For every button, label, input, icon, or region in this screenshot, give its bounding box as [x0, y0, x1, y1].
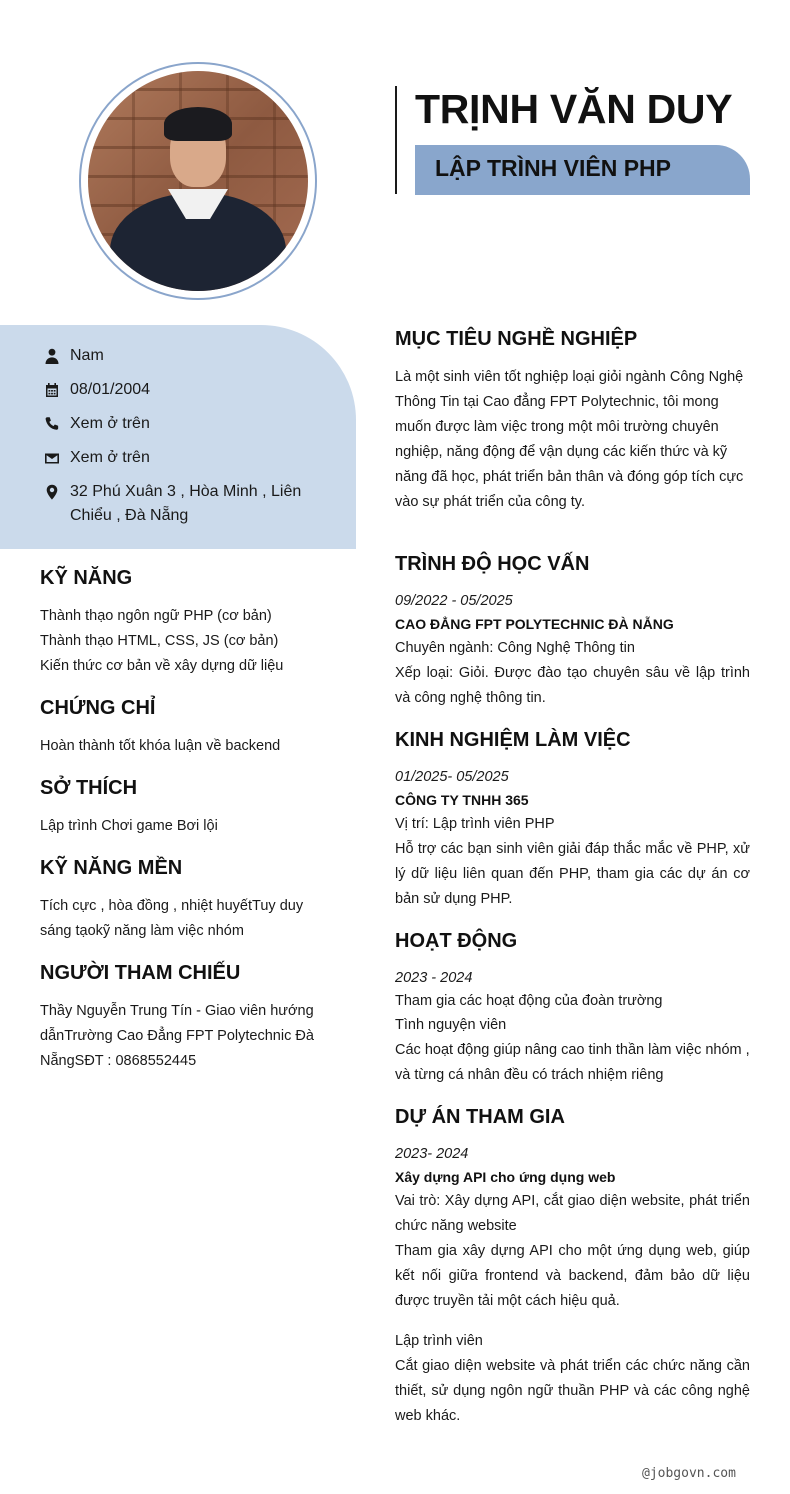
- calendar-icon: [44, 378, 60, 402]
- skill-item-3: Kiến thức cơ bản về xây dựng dữ liệu: [40, 658, 284, 674]
- education-school: CAO ĐẲNG FPT POLYTECHNIC ĐÀ NẴNG: [395, 616, 674, 632]
- soft-skills-title: KỸ NĂNG MỀN: [40, 857, 183, 879]
- projects-detail: Tham gia xây dựng API cho một ứng dụng web, giúp kết nối giữa frontend và backend, đảm bảo dữ liệu được truyền tải một cách hiệu quả.: [395, 1243, 750, 1309]
- skills-title: KỸ NĂNG: [40, 567, 133, 589]
- soft-skills-text: Tích cực , hòa đồng , nhiệt huyếtTuy duy sáng tạokỹ năng làm việc nhóm: [40, 898, 304, 939]
- address-text: 32 Phú Xuân 3 , Hòa Minh , Liên Chiểu , Đà Nẵng: [70, 483, 302, 524]
- objective-text: Là một sinh viên tốt nghiệp loại giỏi ngành Công Nghệ Thông Tin tại Cao đẳng FPT Polytechnic, tôi mong muốn được làm việc trong một môi trường chuyên nghiệp, năng động để vận dụng các kiến thức và kỹ năng đã học, phát triển bản thân và đóng góp tích cực vào sự phát triển của công ty.: [395, 369, 744, 510]
- job-title: LẬP TRÌNH VIÊN PHP: [415, 145, 750, 195]
- mail-icon: [44, 446, 60, 470]
- hobbies-text: Lập trình Chơi game Bơi lội: [40, 818, 218, 834]
- phone-text: Xem ở trên: [70, 415, 150, 432]
- education-detail: Xếp loại: Giỏi. Được đào tạo chuyên sâu về lập trình và công nghệ thông tin.: [395, 665, 750, 706]
- projects-role: Vai trò: Xây dựng API, cắt giao diện website, phát triển chức năng website: [395, 1193, 750, 1234]
- projects-role-2: Lập trình viên: [395, 1333, 483, 1349]
- phone-icon: [44, 412, 60, 436]
- projects-detail-2: Cắt giao diện website và phát triển các chức năng cần thiết, sử dụng ngôn ngữ thuần PHP và các công nghệ web khác.: [395, 1358, 750, 1424]
- avatar: [88, 71, 308, 291]
- birthday-text: 08/01/2004: [70, 381, 151, 398]
- skill-item-1: Thành thạo ngôn ngữ PHP (cơ bản): [40, 608, 272, 624]
- references-text: Thầy Nguyễn Trung Tín - Giao viên hướng dẫnTrường Cao Đẳng FPT Polytechnic Đà NẵngSĐT : 0868552445: [40, 1003, 314, 1069]
- references-title: NGƯỜI THAM CHIẾU: [40, 962, 241, 984]
- skill-item-2: Thành thạo HTML, CSS, JS (cơ bản): [40, 633, 279, 649]
- education-major: Chuyên ngành: Công Nghệ Thông tin: [395, 640, 635, 656]
- watermark: @jobgovn.com: [642, 1466, 736, 1481]
- activities-line-1: Tham gia các hoạt động của đoàn trường: [395, 993, 663, 1009]
- gender-text: Nam: [70, 347, 104, 364]
- education-date: 09/2022 - 05/2025: [395, 593, 513, 609]
- contact-gender: [44, 344, 104, 368]
- activities-detail: Các hoạt động giúp nâng cao tinh thần làm việc nhóm , và từng cá nhân đều có trách nhiệm riêng: [395, 1042, 750, 1083]
- activities-line-2: Tình nguyện viên: [395, 1017, 507, 1033]
- education-title: TRÌNH ĐỘ HỌC VẤN: [395, 553, 590, 575]
- projects-date: 2023- 2024: [395, 1146, 469, 1162]
- location-pin-icon: [44, 480, 60, 504]
- projects-name: Xây dựng API cho ứng dụng web: [395, 1169, 616, 1185]
- email-text: Xem ở trên: [70, 449, 150, 466]
- person-icon: [44, 344, 60, 368]
- activities-title: HOẠT ĐỘNG: [395, 930, 518, 952]
- contact-birthday: [44, 378, 150, 402]
- activities-date: 2023 - 2024: [395, 970, 473, 986]
- certificates-text: Hoàn thành tốt khóa luận về backend: [40, 738, 281, 754]
- experience-position: Vị trí: Lập trình viên PHP: [395, 816, 555, 832]
- experience-company: CÔNG TY TNHH 365: [395, 792, 529, 808]
- projects-title: DỰ ÁN THAM GIA: [395, 1106, 565, 1128]
- experience-title: KINH NGHIỆM LÀM VIỆC: [395, 729, 631, 751]
- contact-phone: [44, 412, 150, 436]
- contact-email: [44, 446, 150, 470]
- header-divider: [395, 86, 397, 194]
- experience-detail: Hỗ trợ các bạn sinh viên giải đáp thắc mắc về PHP, xử lý dữ liệu liên quan đến PHP, tham gia các dự án cơ bản sử dụng PHP.: [395, 841, 750, 907]
- contact-address: [44, 480, 304, 528]
- objective-title: MỤC TIÊU NGHỀ NGHIỆP: [395, 328, 638, 350]
- candidate-name: TRỊNH VĂN DUY: [415, 86, 733, 132]
- certificates-title: CHỨNG CHỈ: [40, 697, 156, 719]
- experience-date: 01/2025- 05/2025: [395, 769, 509, 785]
- hobbies-title: SỞ THÍCH: [40, 777, 138, 799]
